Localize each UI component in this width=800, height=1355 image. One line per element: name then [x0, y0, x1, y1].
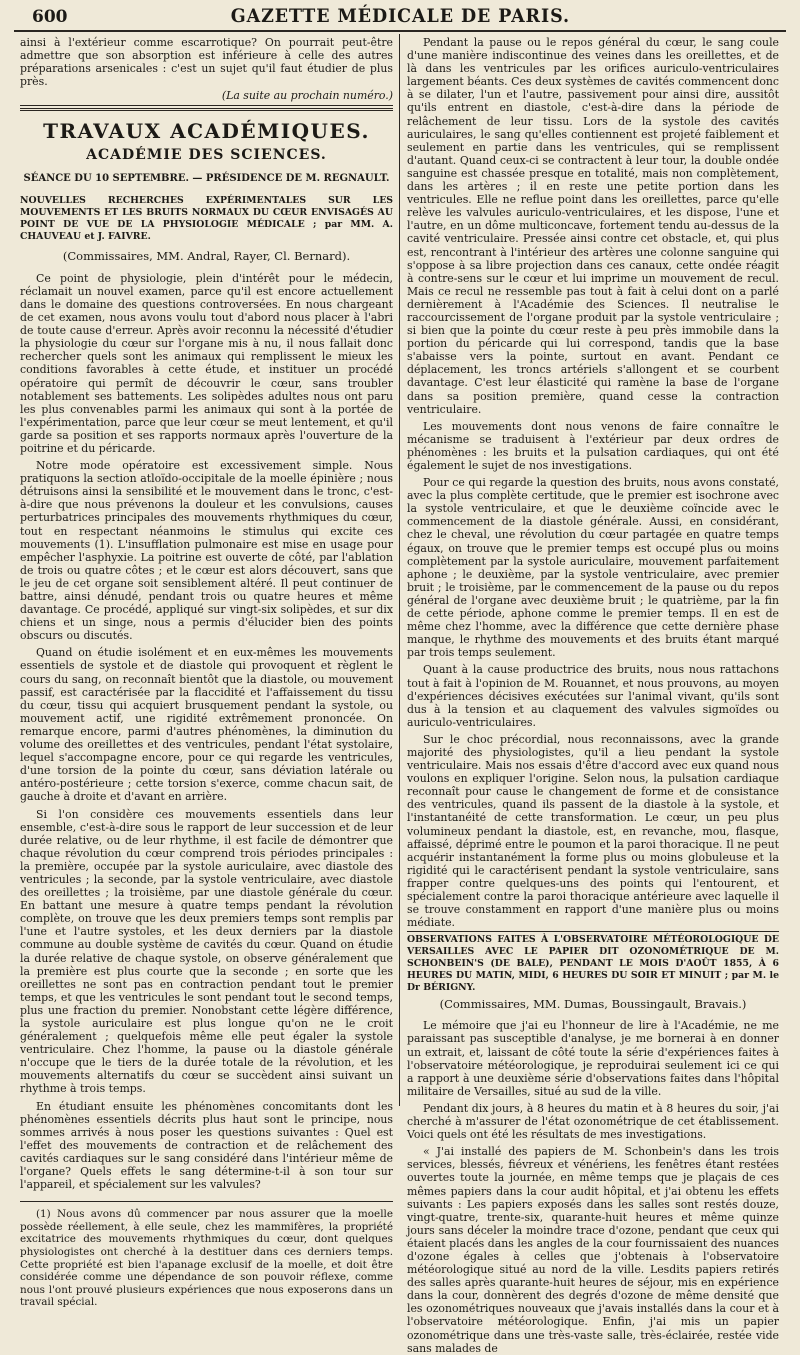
paragraph: Quand on étudie isolément et en eux-mêmes les mouvements essentiels de systole et de diastole qui provoquent et règlent le cours du sang, on reconnaît bientôt que la diastole, ou mouvement passif, est caractérisée par la flaccidité et l'affaissement du tissu du cœur, tissu qui acquiert brusquement pendant la systole, ou mouvement actif, une rigidité extrêmement prononcée. On remarque encore, parmi d'autres phénomènes, la diminution du volume des oreillettes et des ventricules, pendant l'état systolaire, lequel s'accompagne encore, pour ce qui regarde les ventricules, d'une torsion de la pointe du cœur, sans déviation latérale ou antéro-postérieure ; cette torsion s'exerce, comme chacun sait, de gauche à droite et d'avant en arrière.: [20, 646, 393, 804]
page-header: [14, 0, 786, 32]
page-number: 600: [32, 7, 68, 27]
paragraph: Si l'on considère ces mouvements essentiels dans leur ensemble, c'est-à-dire sous le rapport de leur succession et de leur durée relative, ou de leur rhythme, il est facile de démontrer que chaque révolution du cœur comprend trois périodes principales : la première, occupée par la systole auriculaire, avec diastole des ventricules ; la seconde, par la systole ventriculaire, avec diastole des oreillettes ; la troisième, par une diastole générale du cœur. En battant une mesure à quatre temps pendant la révolution complète, on trouve que les deux premiers temps sont remplis par l'une et l'autre systoles, et les deux derniers par la diastole commune au double système de cavités du cœur. Quand on étudie la durée relative de chaque systole, on observe généralement que la première est plus courte que la seconde ; en sorte que les oreillettes ne sont pas en contraction pendant tout le premier temps, et que les ventricules le sont pendant tout le second temps, plus une fraction du premier. Nonobstant cette légère différence, la systole auriculaire est plus longue qu'on ne le croit généralement ; quelquefois même elle peut égaler la systole ventriculaire. Chez l'homme, la pause ou la diastole générale n'occupe que le tiers de la durée totale de la révolution, et les mouvements alternatifs du cœur se succèdent ainsi suivant un rhythme à trois temps.: [20, 807, 393, 1096]
intro-paragraph: ainsi à l'extérieur comme escarrotique? On pourrait peut-être admettre que son absorption est inférieure à celle des autres préparations arsenicales : c'est un sujet qu'il faut étudier de plus près.: [20, 36, 393, 89]
paragraph: Notre mode opératoire est excessivement simple. Nous pratiquons la section atloïdo-occipitale de la moelle épinière ; nous détruisons ainsi la sensibilité et le mouvement dans le tronc, c'est-à-dire que nous prévenons la douleur et les convulsions, causes perturbatrices principales des mouvements rhythmiques du cœur, tout en respectant néanmoins le stimulus qui excite ces mouvements (1). L'insufflation pulmonaire est mise en usage pour empêcher l'asphyxie. La poitrine est ouverte de côté, par l'ablation de trois ou quatre côtes ; et le cœur est alors découvert, sans que le jeu de cet organe soit sensiblement altéré. Il peut continuer de battre, ainsi dénudé, pendant trois ou quatre heures et même davantage. Ce procédé, appliqué sur vingt-six solipèdes, et sur dix chiens et un singe, nous a permis d'élucider bien des points obscurs ou discutés.: [20, 459, 393, 643]
observations-title: OBSERVATIONS FAITES À L'OBSERVATOIRE MÉTÉOROLOGIQUE DE VERSAILLES AVEC LE PAPIER DIT OZONOMÉTRIQUE DE M. SCHONBEIN'S (DE BALE), PENDANT LE MOIS D'AOÛT 1855, À 6 HEURES DU MATIN, MIDI, 6 HEURES DU SOIR ET MINUIT ; par M. le Dr BÉRIGNY.: [407, 934, 779, 994]
observations-commission: (Commissaires, MM. Dumas, Boussingault, Bravais.): [439, 997, 747, 1012]
paragraph: En étudiant ensuite les phénomènes concomitants dont les phénomènes essentiels décrits plus haut sont le principe, nous sommes arrivés à nous poser les questions suivantes : Quel est l'effet des mouvements de contraction et de relâchement des cavités cardiaques sur le sang considéré dans l'intérieur même de l'organe? Quels effets le sang détermine-t-il à son tour sur l'appareil, et spécialement sur les valvules?: [20, 1099, 393, 1192]
separator-rule: [407, 931, 779, 932]
footnote-rule: [20, 1201, 393, 1202]
paragraph: Pendant dix jours, à 8 heures du matin et à 8 heures du soir, j'ai cherché à m'assurer de l'état ozonométrique de cet établissement. Voici quels ont été les résultats de mes investigations.: [407, 1101, 779, 1142]
paragraph: « J'ai installé des papiers de M. Schonbein's dans les trois services, blessés, fiévreux et vénériens, les fenêtres étant restées ouvertes toute la journée, en même temps que je plaçais de ces mêmes papiers dans la cour audit hôpital, et j'ai obtenu les effets suivants : Les papiers exposés dans les salles sont restés douze, vingt-quatre, trente-six, quarante-huit heures et même quinze jours sans déceler la moindre trace d'ozone, pendant que ceux qui étaient placés dans les angles de la cour fournissaient des nuances d'ozone égales à celles que j'obtenais à l'observatoire météorologique situé au nord de la ville. Lesdits papiers retirés des salles après quarante-huit heures de séjour, mis en expérience dans la cour, donnèrent des degrés d'ozone de même densité que les ozonométriques nouveaux que j'avais installés dans la cour et à l'observatoire météorologique. Enfin, j'ai mis un papier ozonométrique dans une très-vaste salle, très-éclairée, restée vide sans malades de: [407, 1145, 779, 1355]
paragraph: Quant à la cause productrice des bruits, nous nous rattachons tout à fait à l'opinion de M. Rouannet, et nous prouvons, au moyen d'expériences décisives exécutées sur l'animal vivant, qu'ils sont dus à la tension et au claquement des valvules sigmoïdes ou auriculo-ventriculaires.: [407, 663, 779, 729]
separator-rule: [20, 105, 393, 106]
section-title: TRAVAUX ACADÉMIQUES.: [43, 119, 370, 144]
continuation-note: (La suite au prochain numéro.): [221, 89, 393, 103]
seance-line: SÉANCE DU 10 SEPTEMBRE. — PRÉSIDENCE DE M. REGNAULT.: [23, 172, 390, 184]
paragraph: Pour ce qui regarde la question des bruits, nous avons constaté, avec la plus complète certitude, que le premier est isochrone avec la systole ventriculaire, et que le deuxième coïncide avec le commencement de la diastole générale. Aussi, en considérant, chez le cheval, une révolution du cœur partagée en quatre temps égaux, on trouve que le premier temps est occupé plus ou moins complètement par la systole auriculaire, mouvement parfaitement aphone ; le deuxième, par la systole ventriculaire, avec premier bruit ; le troisième, par le commencement de la pause ou du repos général de l'organe avec deuxième bruit ; le quatrième, par la fin de cette période, aphone comme le premier temps. Il en est de même chez l'homme, avec la différence que cette dernière phase manque, le rhythme des mouvements et des bruits étant marqué par trois temps seulement.: [407, 476, 779, 660]
paragraph: Le mémoire que j'ai eu l'honneur de lire à l'Académie, ne me paraissant pas susceptible d'analyse, je me bornerai à en donner un extrait, et, laissant de côté toute la série d'expériences faites à l'observatoire météorologique, je reproduirai seulement ici ce qui a rapport à une deuxième série d'observations faites dans l'hôpital militaire de Versailles, situé au sud de la ville.: [407, 1019, 779, 1098]
article-title: NOUVELLES RECHERCHES EXPÉRIMENTALES SUR LES MOUVEMENTS ET LES BRUITS NORMAUX DU CŒUR ENVISAGÉS AU POINT DE VUE DE LA PHYSIOLOGIE MÉDICALE ; par MM. A. CHAUVEAU et J. FAIVRE.: [20, 194, 393, 242]
footnote: (1) Nous avons dû commencer par nous assurer que la moelle possède réellement, à elle seule, chez les mammifères, la propriété excitatrice des mouvements rhythmiques du cœur, dont quelques physiologistes ont cherché à la destituer dans ces derniers temps. Cette propriété est bien l'apanage exclusif de la moelle, et doit être considérée comme une dépendance de son pouvoir réflexe, comme nous l'ont prouvé plusieurs expériences que nous exposerons dans un travail spécial.: [20, 1208, 393, 1309]
paragraph: Sur le choc précordial, nous reconnaissons, avec la grande majorité des physiologistes, qu'il a lieu pendant la systole ventriculaire. Mais nos essais d'être d'accord avec eux quand nous voulons en expliquer l'origine. Selon nous, la pulsation cardiaque reconnaît pour cause le changement de forme et de consistance des ventricules, quand ils passent de la diastole à la systole, et l'instantanéité de cette transformation. Le cœur, un peu plus volumineux pendant la diastole, est, en revanche, mou, flasque, affaissé, déprimé entre le poumon et la paroi thoracique. Il ne peut acquérir instantanément la forme plus ou moins globuleuse et la rigidité qui le caractérisent pendant la systole ventriculaire, sans frapper contre quelques-uns des points qui l'entourent, et spécialement contre la paroi thoracique antérieure avec laquelle il se trouve constamment en rapport d'une manière plus ou moins médiate.: [407, 732, 779, 930]
academy-title: ACADÉMIE DES SCIENCES.: [86, 147, 327, 164]
masthead: GAZETTE MÉDICALE DE PARIS.: [230, 5, 570, 27]
paragraph: Pendant la pause ou le repos général du cœur, le sang coule d'une manière indiscontinue des veines dans les oreillettes, et de là dans les ventricules par les orifices auriculo-ventriculaires largement béants. Ces deux systèmes de cavités commencent donc à se dilater, l'un et l'autre, passivement pour ainsi dire, aussitôt qu'ils entrent en diastole, c'est-à-dire dans la période de relâchement de leur tissu. Lors de la systole des cavités auriculaires, le sang qu'elles contiennent est projeté faiblement et seulement en partie dans les ventricules, qui se remplissent d'autant. Quand ceux-ci se contractent à leur tour, la double ondée sanguine est chassée presque en totalité, mais non complètement, dans les artères ; il en reste une petite portion dans les ventricules. Elle ne reflue point dans les oreillettes, parce qu'elle relève les valvules auriculo-ventriculaires, et les dispose, l'une et l'autre, en un dôme multiconcave, fortement tendu au-dessus de la cavité ventriculaire. Pressée ainsi contre cet obstacle, et, qui plus est, rencontrant à l'intérieur des artères une colonne sanguine qui s'oppose à sa libre projection dans ces canaux, cette ondée réagit à contre-sens sur le cœur et lui imprime un mouvement de recul. Mais ce recul ne ressemble pas tout à fait à celui dont on a parlé dernièrement à l'Académie des Sciences. Il neutralise le raccourcissement de l'organe produit par la systole ventriculaire ; si bien que la pointe du cœur reste à peu près immobile dans la portion du péricarde qui lui correspond, tandis que la base s'abaisse vers la pointe, surtout en avant. Pendant ce déplacement, les troncs artériels s'allongent et se courbent davantage. C'est leur élasticité qui ramène la base de l'organe dans sa position première, quand cesse la contraction ventriculaire.: [407, 36, 779, 416]
paragraph: Ce point de physiologie, plein d'intérêt pour le médecin, réclamait un nouvel examen, parce qu'il est encore actuellement dans le domaine des questions controversées. En nous chargeant de cet examen, nous avons voulu tout d'abord nous placer à l'abri de toute cause d'erreur. Après avoir reconnu la nécessité d'étudier la physiologie du cœur sur l'organe mis à nu, il nous fallait donc rechercher quels sont les animaux qui remplissent le mieux les conditions favorables à cette étude, et instituer un procédé opératoire qui permît de découvrir le cœur, sans troubler notablement ses battements. Les solipèdes adultes nous ont paru les plus convenables parmi les animaux qui sont à la portée de l'expérimentation, parce que leur cœur se meut lentement, et qu'il garde sa position et ses rapports normaux après l'ouverture de la poitrine et du péricarde.: [20, 271, 393, 455]
commission-line: (Commissaires, MM. Andral, Rayer, Cl. Bernard).: [62, 248, 351, 263]
paragraph: Les mouvements dont nous venons de faire connaître le mécanisme se traduisent à l'extérieur par deux ordres de phénomènes : les bruits et la pulsation cardiaques, qui ont été également le sujet de nos investigations.: [407, 419, 779, 472]
columns: [14, 34, 786, 1355]
right-column: [400, 34, 785, 1355]
left-column: [14, 34, 399, 1309]
double-rule: [20, 108, 393, 111]
